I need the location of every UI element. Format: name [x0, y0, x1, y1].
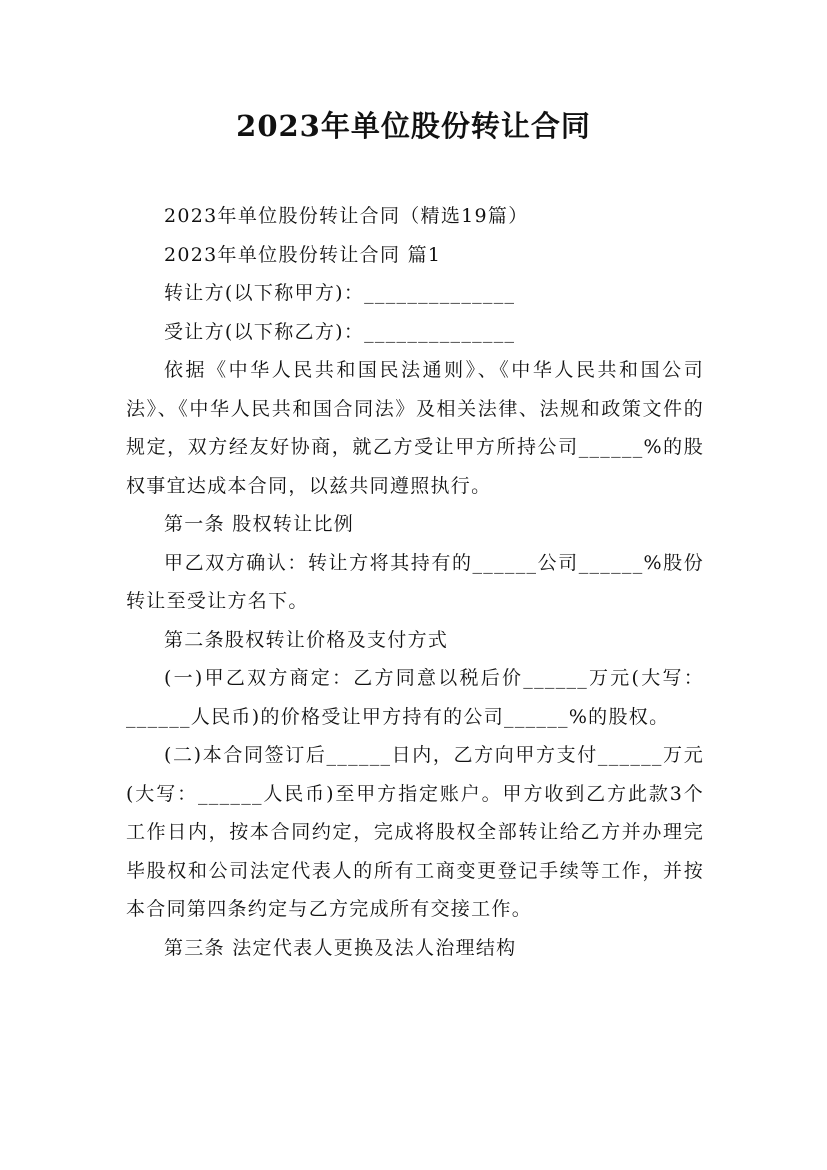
article-1-heading: 第一条 股权转让比例 — [164, 513, 355, 535]
article-2-heading: 第二条股权转让价格及支付方式 — [164, 628, 449, 651]
party-a-line: 转让方(以下称甲方)：______________ — [164, 282, 516, 304]
document-title: 2023年单位股份转让合同 — [236, 109, 591, 143]
party-b-line: 受让方(以下称乙方)：______________ — [164, 320, 516, 343]
section-heading: 2023年单位股份转让合同 篇1 — [164, 243, 442, 266]
document-subtitle: 2023年单位股份转让合同（精选19篇） — [164, 205, 529, 227]
preamble-paragraph: 依据《中华人民共和国民法通则》、《中华人民共和国公司法》、《中华人民共和国合同法》及相关法律、法规和政策文件的规定，双方经友好协商，就乙方受让甲方所持公司______%的股权事宜达成本合同，以兹共同遵照执行。 — [126, 359, 704, 497]
article-3-heading: 第三条 法定代表人更换及法人治理结构 — [164, 936, 517, 959]
document-body — [126, 197, 704, 967]
article-2-clause-2: (二)本合同签订后______日内，乙方向甲方支付______万元(大写：______人民币)至甲方指定账户。甲方收到乙方此款3个工作日内，按本合同约定，完成将股权全部转让给乙方并办理完毕股权和公司法定代表人的所有工商变更登记手续等工作，并按本合同第四条约定与乙方完成所有交接工作。 — [126, 744, 704, 920]
article-1-paragraph: 甲乙双方确认：转让方将其持有的______公司______%股份转让至受让方名下。 — [126, 551, 704, 612]
article-2-clause-1: (一)甲乙双方商定：乙方同意以税后价______万元(大写：______人民币)的价格受让甲方持有的公司______%的股权。 — [126, 667, 704, 728]
